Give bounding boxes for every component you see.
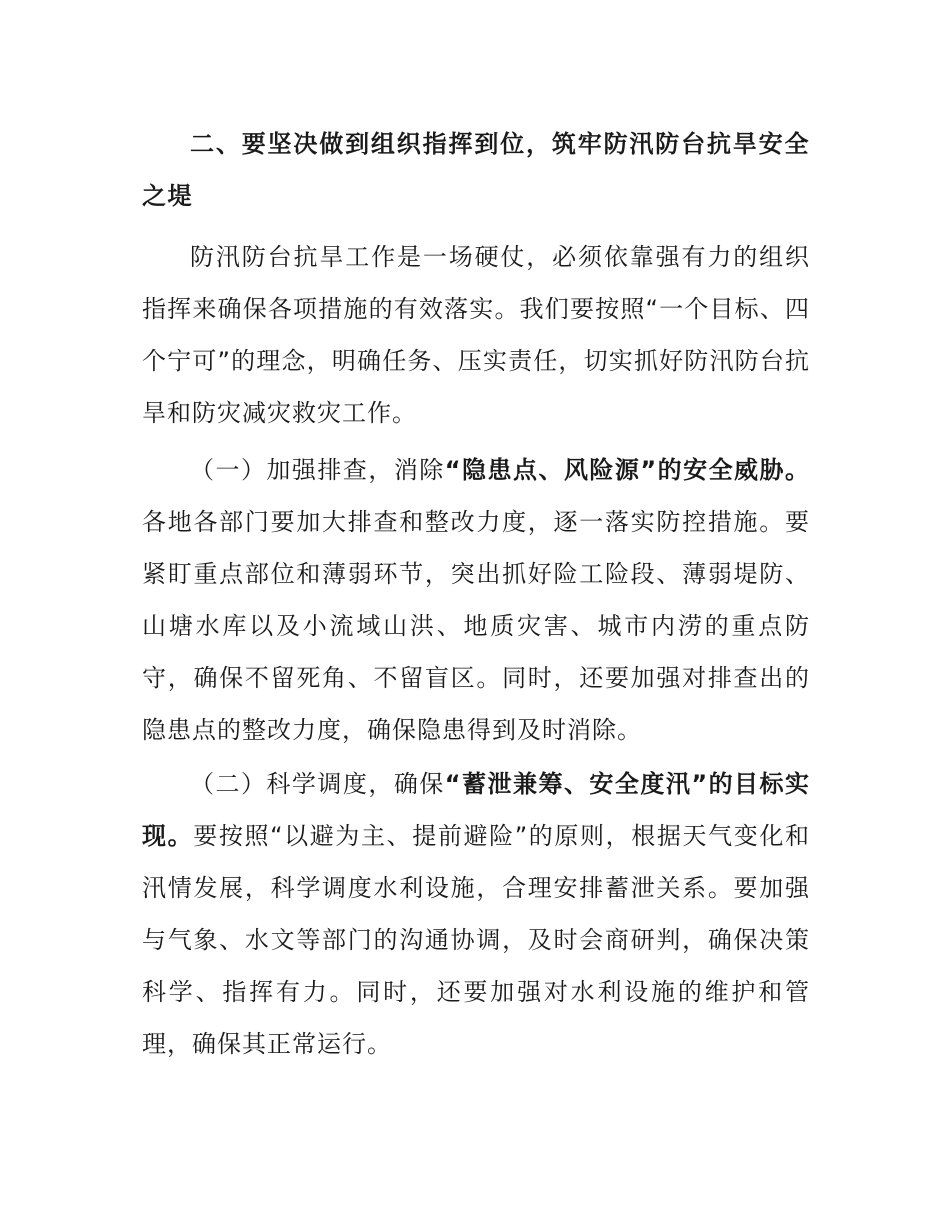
subsection-2-paragraph: [142, 758, 810, 1070]
subsection-1-paragraph: [142, 444, 810, 756]
subsection-1-title: “隐患点、风险源”的安全威胁。: [444, 456, 811, 484]
subsection-2-title: “蓄泄兼筹、安全度汛”的目标实现。: [142, 770, 811, 850]
intro-paragraph: 防汛防台抗旱工作是一场硬仗，必须依靠强有力的组织指挥来确保各项措施的有效落实。我们要按照“一个目标、四个宁可”的理念，明确任务、压实责任，切实抓好防汛防台抗旱和防灾减灾救灾工作。: [142, 243, 810, 427]
subsection-1-body: 各地各部门要加大排查和整改力度，逐一落实防控措施。要紧盯重点部位和薄弱环节，突出抓好险工险段、薄弱堤防、山塘水库以及小流域山洪、地质灾害、城市内涝的重点防守，确保不留死角、不留盲区。同时，还要加强对排查出的隐患点的整改力度，确保隐患得到及时消除。: [142, 508, 810, 744]
subsection-2-body: 要按照“以避为主、提前避险”的原则，根据天气变化和汛情发展，科学调度水利设施，合理安排蓄泄关系。要加强与气象、水文等部门的沟通协调，及时会商研判，确保决策科学、指挥有力。同时，还要加强对水利设施的维护和管理，确保其正常运行。: [142, 822, 811, 1058]
subsection-2-lead: （二）科学调度，确保: [190, 770, 445, 798]
subsection-1-lead: （一）加强排查，消除: [190, 456, 445, 484]
section-heading: 二、要坚决做到组织指挥到位，筑牢防汛防台抗旱安全之堤: [142, 130, 810, 210]
